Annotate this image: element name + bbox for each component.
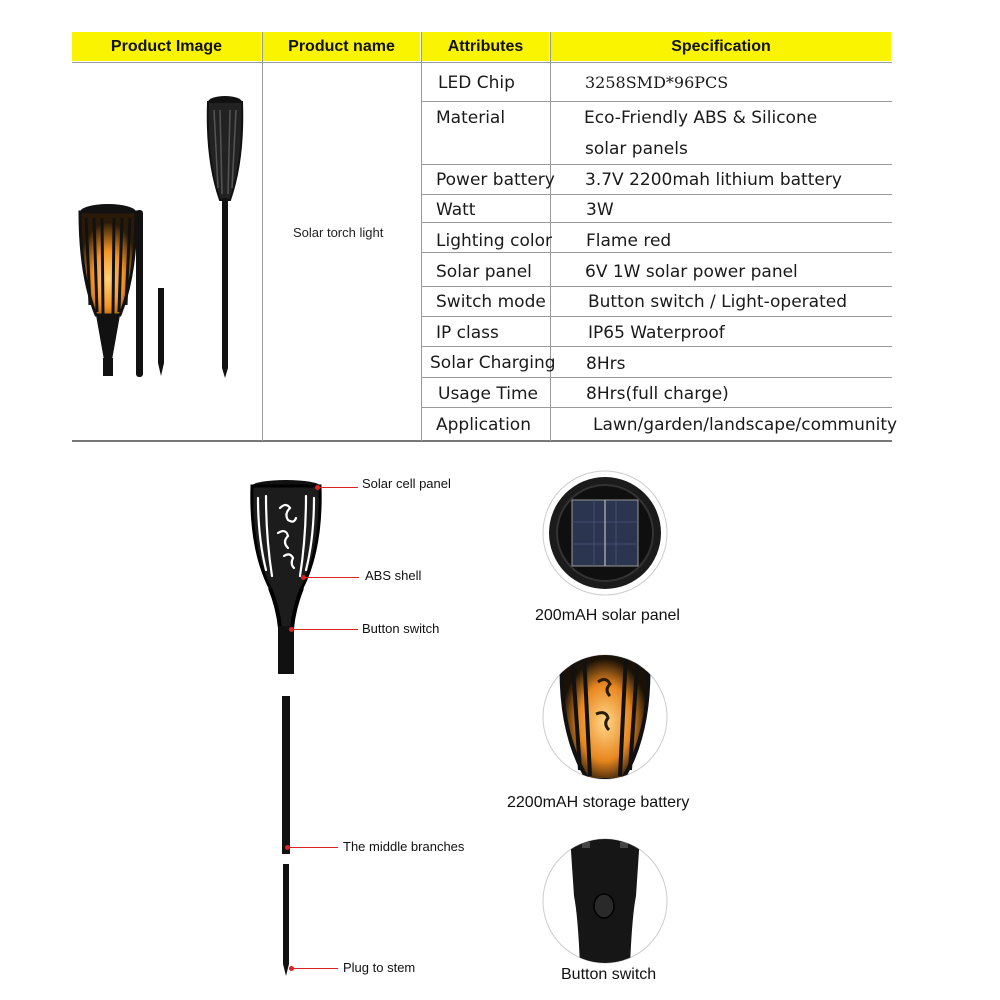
callout-line	[292, 629, 358, 630]
col-divider-2	[421, 32, 422, 441]
product-image	[72, 90, 257, 390]
torch-exploded-diagram	[240, 478, 330, 978]
header-attributes: Attributes	[422, 32, 549, 61]
spec-led-chip: 3258SMD*96PCS	[585, 73, 729, 92]
attr-solar-panel: Solar panel	[436, 262, 532, 282]
callout-abs-shell: ABS shell	[365, 568, 422, 583]
attr-watt: Watt	[436, 200, 476, 220]
torch-head-lit	[80, 204, 136, 376]
row-rule	[421, 222, 892, 223]
row-rule	[421, 377, 892, 378]
callout-button-switch: Button switch	[362, 621, 440, 636]
table-bottom-rule	[72, 440, 892, 442]
attr-power-battery: Power battery	[436, 170, 555, 190]
spec-ip-class: IP65 Waterproof	[588, 323, 725, 343]
attr-usage-time: Usage Time	[438, 384, 538, 404]
callout-middle-branches: The middle branches	[343, 839, 465, 854]
attr-application: Application	[436, 415, 531, 435]
spec-material: Eco-Friendly ABS & Silicone	[584, 108, 818, 128]
detail-storage-battery-image	[540, 652, 670, 782]
detail-solar-panel-image	[540, 468, 670, 598]
spec-watt: 3W	[586, 200, 614, 220]
callout-solar-cell-panel: Solar cell panel	[362, 476, 451, 491]
callout-line	[318, 487, 358, 488]
row-rule	[421, 101, 892, 102]
caption-button-switch: Button switch	[561, 966, 657, 983]
callout-line	[292, 968, 338, 969]
spec-power-battery: 3.7V 2200mah lithium battery	[585, 170, 842, 190]
attr-switch-mode: Switch mode	[436, 292, 546, 312]
header-product-name: Product name	[263, 32, 420, 61]
detail-button-switch-image	[540, 836, 670, 966]
col-divider-1	[262, 32, 263, 441]
spec-material-line2: solar panels	[585, 139, 688, 159]
pole-segment	[136, 210, 143, 377]
row-rule	[421, 164, 892, 165]
table-top-rule	[72, 62, 892, 63]
callout-line	[288, 847, 338, 848]
row-rule	[421, 194, 892, 195]
spec-switch-mode: Button switch / Light-operated	[588, 292, 848, 312]
callout-plug-to-stem: Plug to stem	[343, 960, 416, 975]
product-name-value: Solar torch light	[293, 225, 384, 240]
row-rule	[421, 407, 892, 408]
header-product-image: Product Image	[72, 32, 261, 61]
caption-storage-battery: 2200mAH storage battery	[507, 794, 690, 811]
spec-usage-time: 8Hrs(full charge)	[586, 384, 729, 404]
spec-solar-panel: 6V 1W solar power panel	[585, 262, 798, 282]
attr-led-chip: LED Chip	[438, 73, 515, 93]
callout-line	[304, 577, 359, 578]
row-rule	[421, 252, 892, 253]
header-specification: Specification	[551, 32, 891, 61]
attr-lighting-color: Lighting color	[436, 231, 552, 251]
attr-material: Material	[436, 108, 506, 128]
row-rule	[421, 346, 892, 347]
spec-solar-charging: 8Hrs	[586, 354, 626, 374]
spec-application: Lawn/garden/landscape/community	[593, 415, 898, 435]
row-rule	[421, 316, 892, 317]
ground-spike	[158, 288, 164, 376]
caption-solar-panel: 200mAH solar panel	[535, 607, 680, 624]
row-rule	[421, 286, 892, 287]
attr-ip-class: IP class	[436, 323, 499, 343]
torch-assembled	[208, 96, 243, 378]
spec-lighting-color: Flame red	[586, 231, 672, 251]
attr-solar-charging: Solar Charging	[430, 353, 556, 373]
